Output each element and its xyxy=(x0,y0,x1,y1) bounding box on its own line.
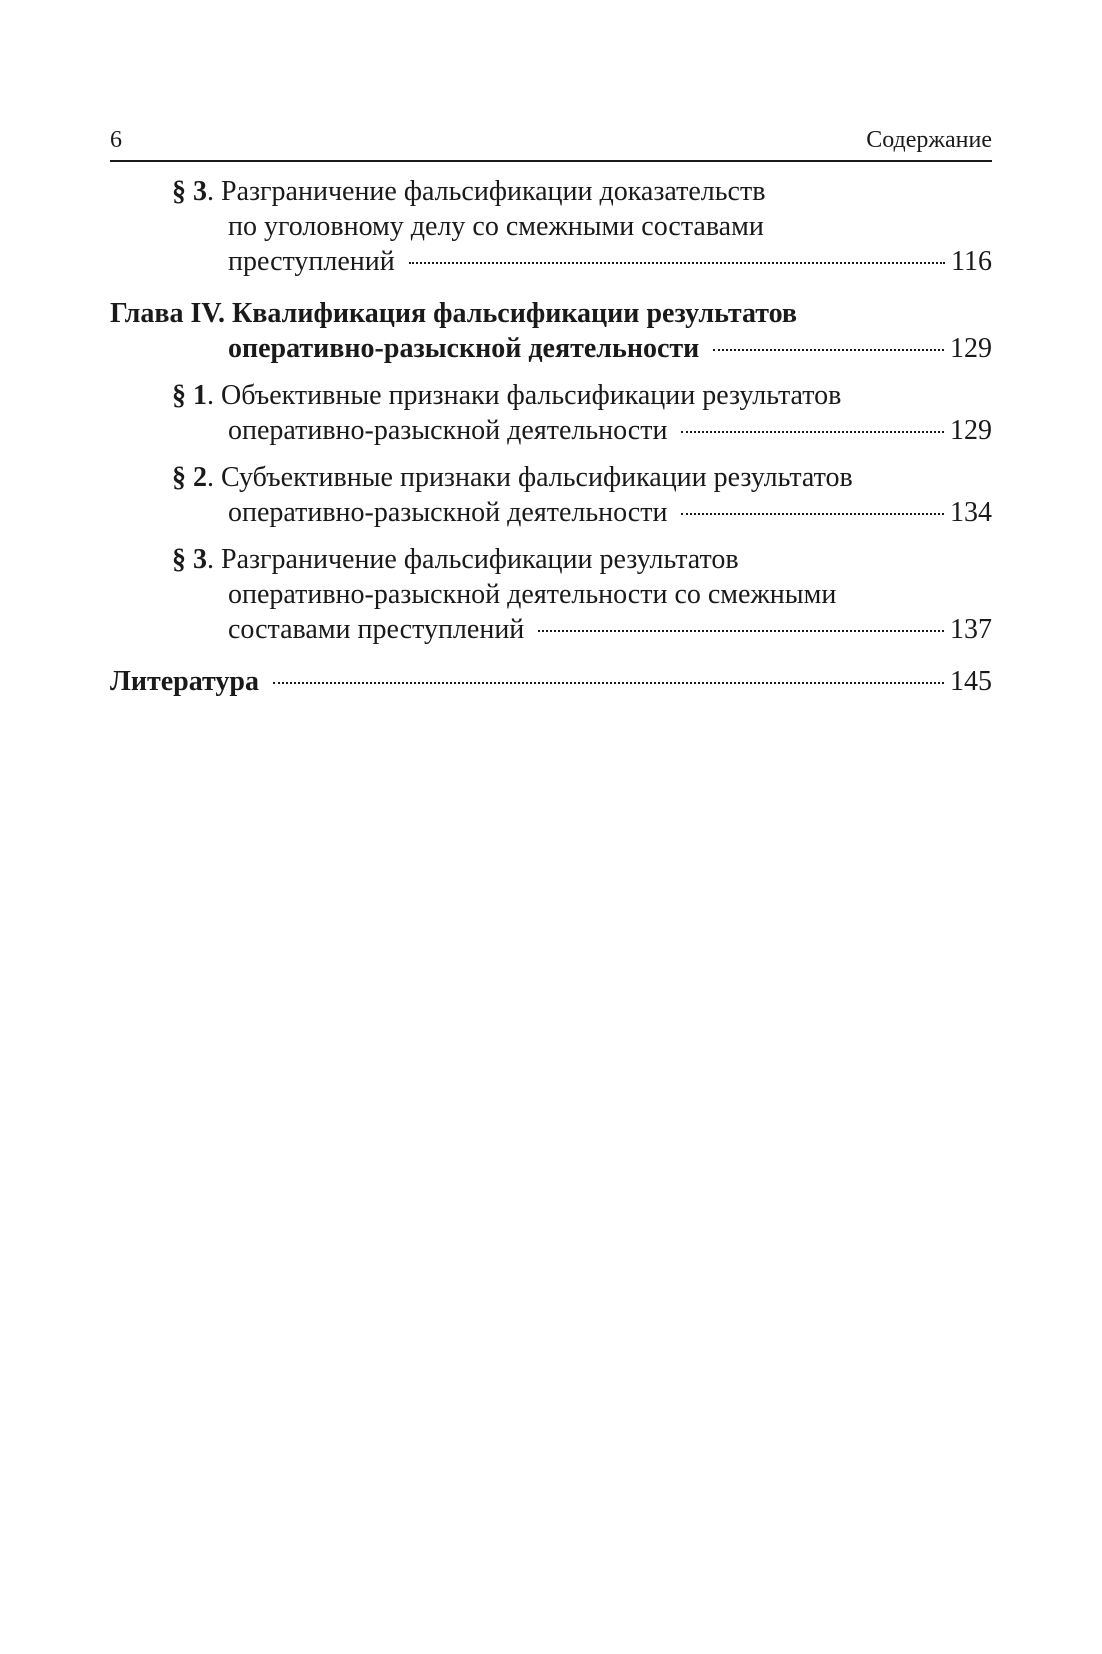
page-ref: 129 xyxy=(950,333,992,364)
entry-title-line: оперативно-разыскной деятельности xyxy=(228,497,668,528)
entry-title-line: Литература xyxy=(110,666,259,697)
para-number: § 3 xyxy=(172,544,207,575)
dot-leader xyxy=(409,262,945,264)
toc-entry-para-2-subjective[interactable]: § 2. Субъективные признаки фальсификации результатов оперативно-разыскной деятельности 134 xyxy=(172,462,992,528)
table-of-contents xyxy=(110,174,992,699)
dot-leader xyxy=(538,630,944,632)
toc-entry-para-3-evidence[interactable]: § 3. Разграничение фальсификации доказательств по уголовному делу со смежными составами преступлений 116 xyxy=(172,176,992,277)
dot-leader xyxy=(273,682,944,684)
entry-title-line: Объективные признаки фальсификации результатов xyxy=(214,380,842,411)
para-number: § 1 xyxy=(172,380,207,411)
entry-title-line: Глава IV. Квалификация фальсификации результатов xyxy=(110,298,798,329)
entry-title-line: оперативно-разыскной деятельности xyxy=(228,415,668,446)
toc-entry-para-1-objective[interactable]: § 1. Объективные признаки фальсификации результатов оперативно-разыскной деятельности 129 xyxy=(172,380,992,446)
page-ref: 116 xyxy=(951,246,992,277)
entry-title-line: Субъективные признаки фальсификации результатов xyxy=(214,462,853,493)
toc-entry-para-3-results[interactable]: § 3. Разграничение фальсификации результатов оперативно-разыскной деятельности со смежными составами преступлений 137 xyxy=(172,544,992,645)
entry-title-line: по уголовному делу со смежными составами xyxy=(228,211,764,242)
entry-title-line: преступлений xyxy=(228,246,395,277)
page-ref: 145 xyxy=(950,666,992,697)
toc-entry-literature[interactable] xyxy=(110,664,992,699)
entry-title-line: оперативно-разыскной деятельности со смежными xyxy=(228,579,837,610)
para-number: § 3 xyxy=(172,176,207,207)
toc-entry-chapter-4[interactable] xyxy=(110,296,992,366)
dot-leader xyxy=(681,513,944,515)
running-header xyxy=(110,118,992,162)
entry-title-line: оперативно-разыскной деятельности xyxy=(228,333,700,364)
entry-title-line: Разграничение фальсификации доказательств xyxy=(214,176,766,207)
page-ref: 137 xyxy=(950,614,992,645)
page-ref: 134 xyxy=(950,497,992,528)
running-title: Содержание xyxy=(866,127,992,153)
dot-leader xyxy=(681,431,944,433)
dot-leader xyxy=(713,349,944,351)
entry-title-line: Разграничение фальсификации результатов xyxy=(214,544,739,575)
entry-title-line: составами преступлений xyxy=(228,614,525,645)
page-ref: 129 xyxy=(950,415,992,446)
page-number: 6 xyxy=(110,127,122,153)
para-number: § 2 xyxy=(172,462,207,493)
